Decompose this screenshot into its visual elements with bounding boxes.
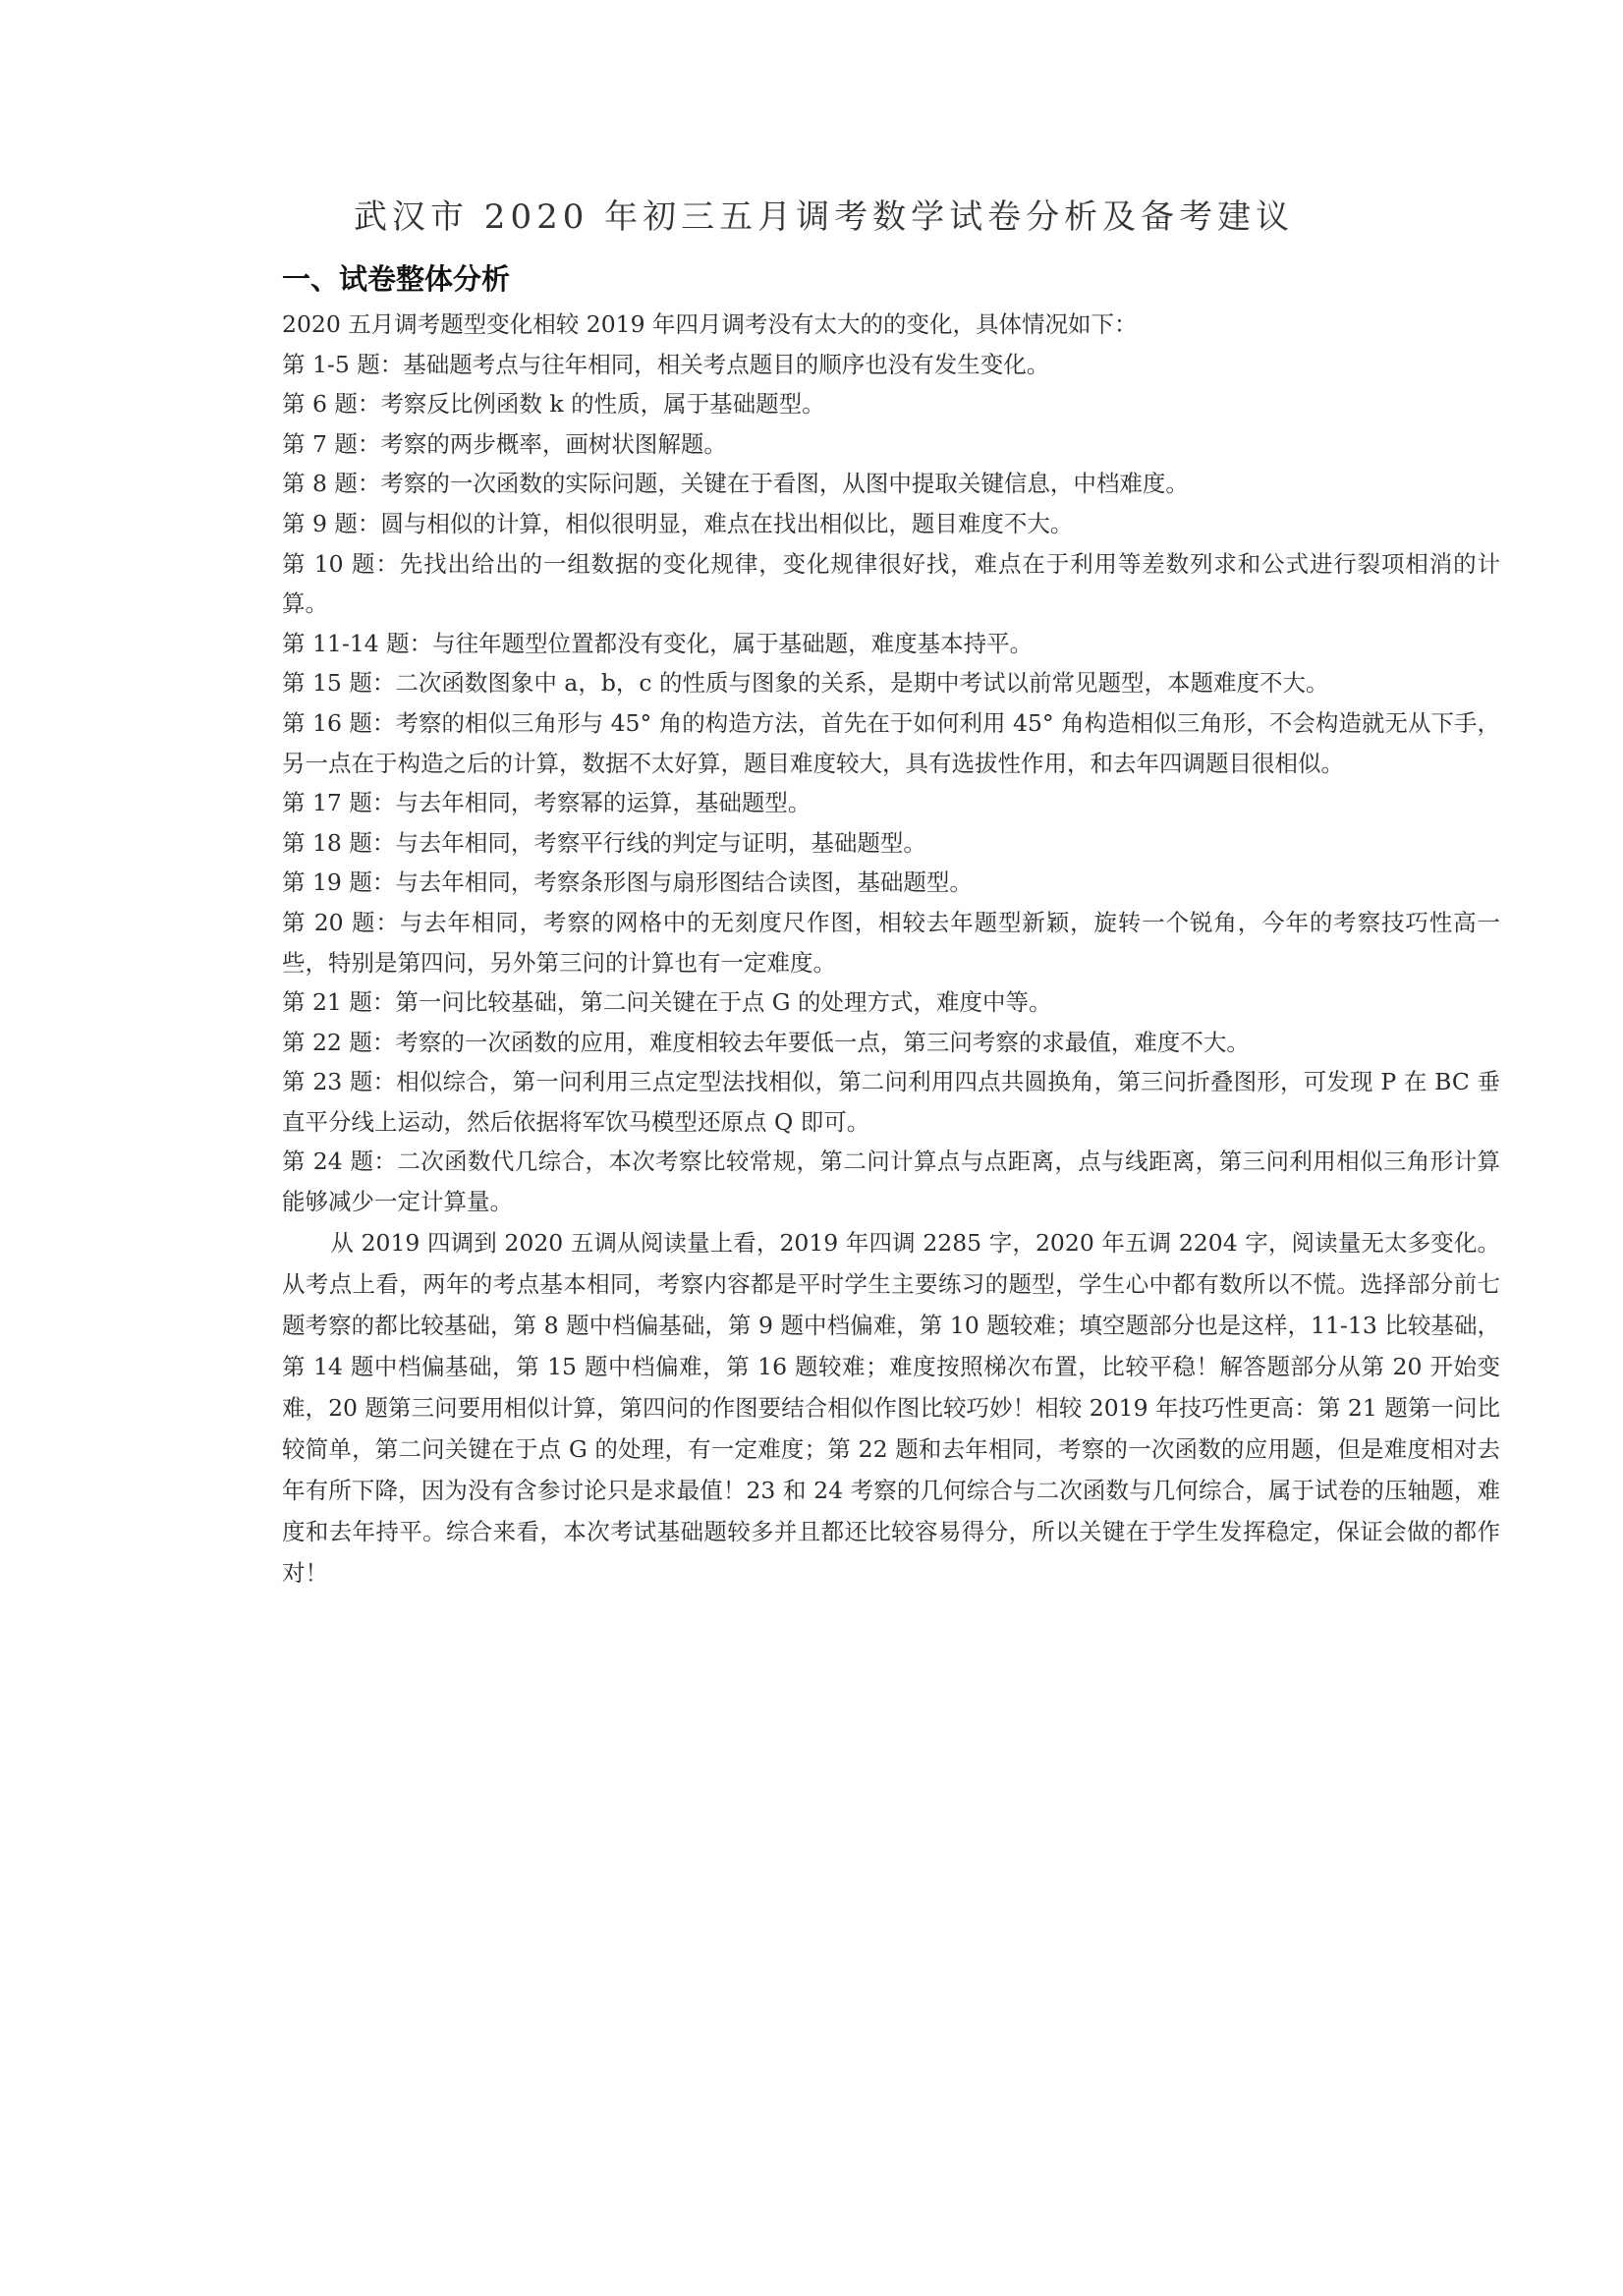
item-q24: 第 24 题：二次函数代几综合，本次考察比较常规，第二问计算点与点距离，点与线距离，第三问利用相似三角形计算能够减少一定计算量。 bbox=[282, 1148, 1500, 1216]
item-q19: 第 19 题：与去年相同，考察条形图与扇形图结合读图，基础题型。 bbox=[282, 868, 973, 897]
item-q16: 第 16 题：考察的相似三角形与 45° 角的构造方法，首先在于如何利用 45° 角构造相似三角形，不会构造就无从下手，另一点在于构造之后的计算，数据不太好算，题目难度较大，具有选拔性作用，和去年四调题目很相似。 bbox=[282, 708, 1500, 777]
item-q9: 第 9 题：圆与相似的计算，相似很明显，难点在找出相似比，题目难度不大。 bbox=[282, 509, 1074, 537]
item-q21: 第 21 题：第一问比较基础，第二问关键在于点 G 的处理方式，难度中等。 bbox=[282, 988, 1052, 1017]
item-q10: 第 10 题：先找出给出的一组数据的变化规律，变化规律很好找，难点在于利用等差数列求和公式进行裂项相消的计算。 bbox=[282, 549, 1500, 618]
item-q7: 第 7 题：考察的两步概率，画树状图解题。 bbox=[282, 429, 727, 458]
item-q17: 第 17 题：与去年相同，考察幂的运算，基础题型。 bbox=[282, 789, 812, 817]
item-q22: 第 22 题：考察的一次函数的应用，难度相较去年要低一点，第三问考察的求最值，难度不大。 bbox=[282, 1028, 1250, 1056]
summary-paragraph: 从 2019 四调到 2020 五调从阅读量上看，2019 年四调 2285 字，2020 年五调 2204 字，阅读量无太多变化。从考点上看，两年的考点基本相同，考察内容都是平时学生主要练习的题型，学生心中都有数所以不慌。选择部分前七题考察的都比较基础，第 8 题中档偏基础，第 9 题中档偏难，第 10 题较难；填空题部分也是这样，11-13 比较基础，第 14 题中档偏基础，第 15 题中档偏难，第 16 题较难；难度按照梯次布置，比较平稳！解答题部分从第 20 开始变难，20 题第三问要用相似计算，第四问的作图要结合相似作图比较巧妙！相较 2019 年技巧性更高：第 21 题第一问比较简单，第二问关键在于点 G 的处理，有一定难度；第 22 题和去年相同，考察的一次函数的应用题，但是难度相对去年有所下降，因为没有含参讨论只是求最值！23 和 24 考察的几何综合与二次函数与几何综合，属于试卷的压轴题，难度和去年持平。综合来看，本次考试基础题较多并且都还比较容易得分，所以关键在于学生发挥稳定，保证会做的都作对！ bbox=[282, 1228, 1500, 1587]
intro-paragraph: 2020 五月调考题型变化相较 2019 年四月调考没有太大的的变化，具体情况如下： bbox=[282, 310, 1138, 338]
item-q8: 第 8 题：考察的一次函数的实际问题，关键在于看图，从图中提取关键信息，中档难度。 bbox=[282, 470, 1189, 498]
item-q6: 第 6 题：考察反比例函数 k 的性质，属于基础题型。 bbox=[282, 390, 825, 419]
item-q15: 第 15 题：二次函数图象中 a，b，c 的性质与图象的关系，是期中考试以前常见题型，本题难度不大。 bbox=[282, 669, 1329, 698]
item-q20: 第 20 题：与去年相同，考察的网格中的无刻度尺作图，相较去年题型新颖，旋转一个锐角，今年的考察技巧性高一些，特别是第四问，另外第三问的计算也有一定难度。 bbox=[282, 908, 1500, 977]
document-body bbox=[282, 305, 1500, 1594]
item-q11-14: 第 11-14 题：与往年题型位置都没有变化，属于基础题，难度基本持平。 bbox=[282, 629, 1034, 657]
item-q18: 第 18 题：与去年相同，考察平行线的判定与证明，基础题型。 bbox=[282, 828, 926, 857]
item-q1-5: 第 1-5 题：基础题考点与往年相同，相关考点题目的顺序也没有发生变化。 bbox=[282, 350, 1050, 378]
page-title: 武汉市 2020 年初三五月调考数学试卷分析及备考建议 bbox=[354, 197, 1295, 237]
item-q23: 第 23 题：相似综合，第一问利用三点定型法找相似，第二问利用四点共圆换角，第三问折叠图形，可发现 P 在 BC 垂直平分线上运动，然后依据将军饮马模型还原点 Q 即可。 bbox=[282, 1068, 1500, 1136]
section-heading: 一、试卷整体分析 bbox=[282, 262, 511, 296]
